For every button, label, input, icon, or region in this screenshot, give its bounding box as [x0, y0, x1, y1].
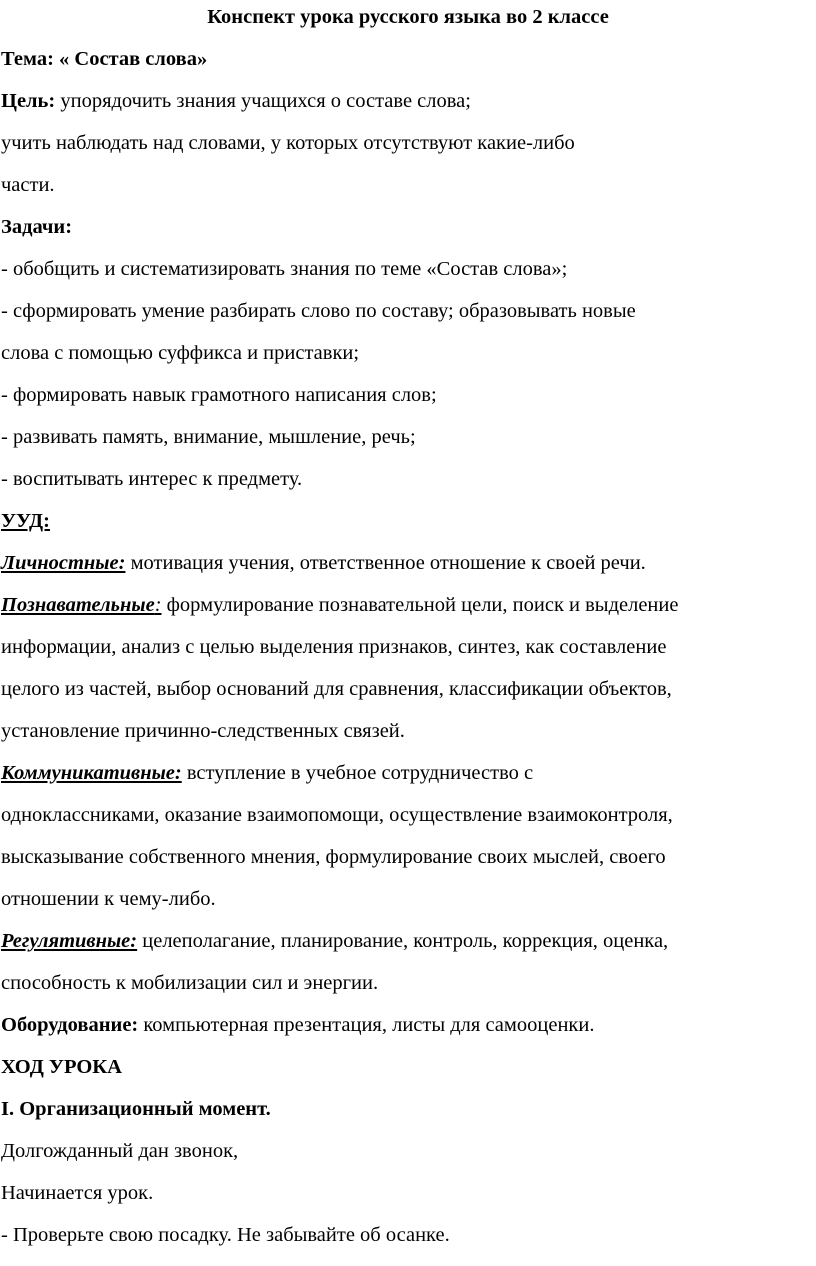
task-item: слова с помощью суффикса и приставки; [1, 342, 360, 364]
communicative-text-1: вступление в учебное сотрудничество с [181, 762, 534, 784]
communicative-line-2: одноклассниками, оказание взаимопомощи, осуществление взаимоконтроля, [1, 804, 673, 826]
tasks-heading: Задачи: [1, 216, 73, 238]
lesson-line: Долгожданный дан звонок, [1, 1140, 239, 1162]
lesson-line: Начинается урок. [1, 1182, 154, 1204]
cognitive-line-2: информации, анализ с целью выделения признаков, синтез, как составление [1, 636, 667, 658]
equipment-line [1, 1013, 594, 1037]
goal-line-3: части. [1, 174, 55, 196]
task-item: - развивать память, внимание, мышление, речь; [1, 426, 416, 448]
equipment-label: Оборудование: [1, 1014, 139, 1036]
goal-line-2: учить наблюдать над словами, у которых отсутствуют какие-либо [1, 132, 575, 154]
topic-heading: Тема: « Состав слова» [1, 48, 208, 70]
uud-heading: УУД: [1, 510, 50, 532]
personal-text: мотивация учения, ответственное отношение к своей речи. [125, 552, 646, 574]
communicative-line-4: отношении к чему-либо. [1, 888, 216, 910]
lesson-heading: ХОД УРОКА [1, 1056, 122, 1078]
communicative-label: Коммуникативные: [1, 762, 182, 784]
lesson-line: - Проверьте свою посадку. Не забывайте об осанке. [1, 1224, 450, 1246]
equipment-text: компьютерная презентация, листы для самооценки. [138, 1014, 595, 1036]
cognitive-line-1 [1, 593, 678, 617]
personal-label: Личностные: [1, 552, 126, 574]
stage-1-heading: I. Организационный момент. [1, 1098, 271, 1120]
task-item: - воспитывать интерес к предмету. [1, 468, 303, 490]
cognitive-line-3: целого из частей, выбор оснований для сравнения, классификации объектов, [1, 678, 672, 700]
cognitive-text-1: формулирование познавательной цели, поиск и выделение [161, 594, 679, 616]
communicative-line-1 [1, 761, 533, 785]
task-item: - формировать навык грамотного написания слов; [1, 384, 437, 406]
goal-text-1: упорядочить знания учащихся о составе слова; [55, 90, 471, 112]
document-title: Конспект урока русского языка во 2 классе [207, 6, 609, 28]
cognitive-line-4: установление причинно-следственных связей. [1, 720, 405, 742]
regulatory-label: Регулятивные: [1, 930, 138, 952]
communicative-line-3: высказывание собственного мнения, формулирование своих мыслей, своего [1, 846, 666, 868]
cognitive-label: Познавательные [1, 594, 155, 616]
personal-line-1 [1, 551, 646, 575]
task-item: - сформировать умение разбирать слово по составу; образовывать новые [1, 300, 636, 322]
regulatory-line-1 [1, 929, 668, 953]
cognitive-colon: : [154, 594, 162, 616]
goal-label: Цель: [1, 90, 56, 112]
goal-line-1 [1, 89, 471, 113]
task-item: - обобщить и систематизировать знания по теме «Состав слова»; [1, 258, 568, 280]
regulatory-text-1: целеполагание, планирование, контроль, коррекция, оценка, [137, 930, 669, 952]
regulatory-line-2: способность к мобилизации сил и энергии. [1, 972, 379, 994]
